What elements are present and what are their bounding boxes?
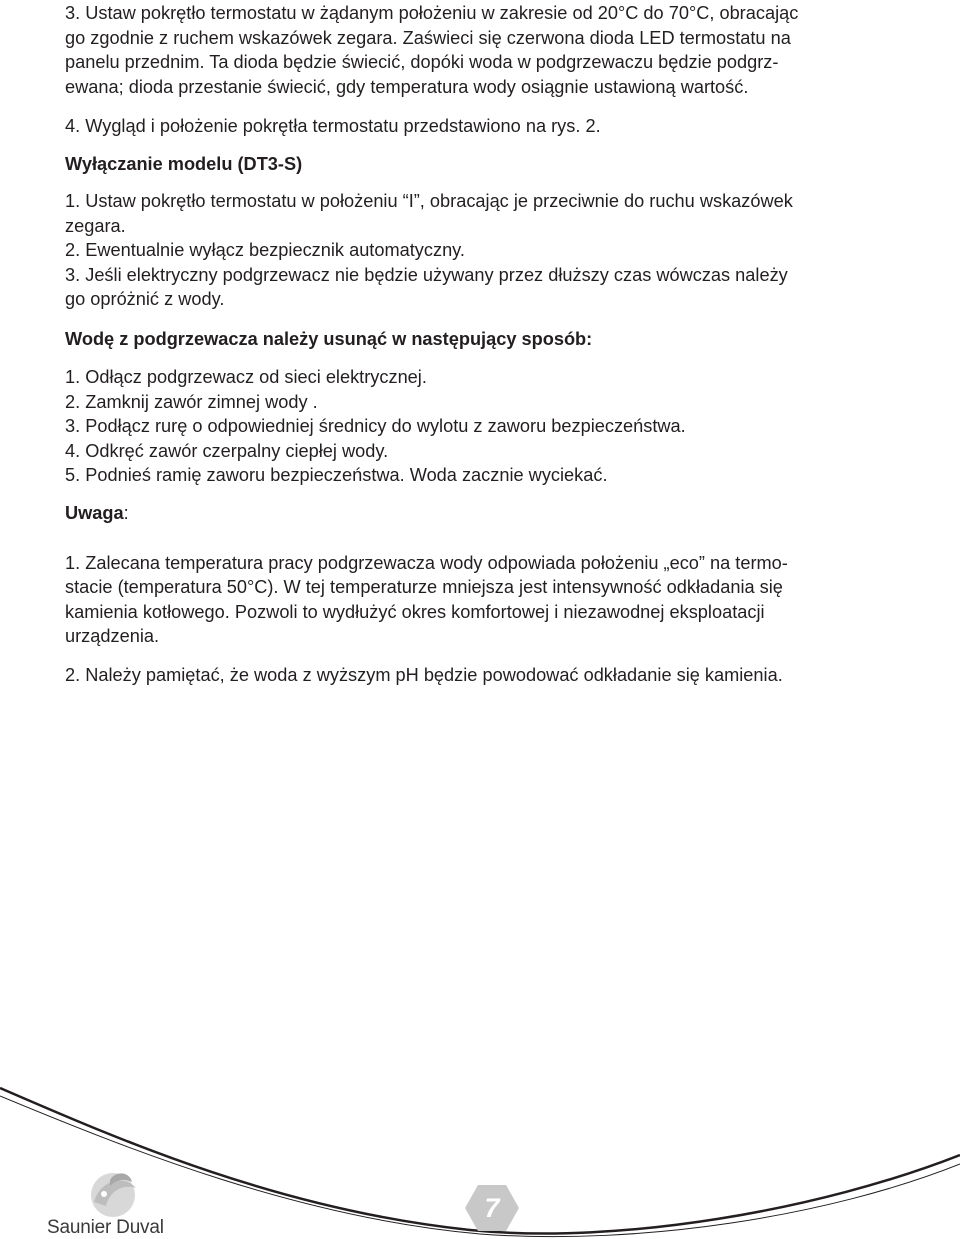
text-line: 2. Ewentualnie wyłącz bezpiecznik automatyczny.	[65, 240, 465, 260]
section-heading: Wyłączanie modelu (DT3-S)	[65, 154, 303, 174]
text-line: 2. Zamknij zawór zimnej wody .	[65, 392, 318, 412]
text-line: stacie (temperatura 50°C). W tej temperaturze mniejsza jest intensywność odkładania się	[65, 577, 783, 597]
brand-name: Saunier Duval	[47, 1217, 164, 1238]
text-line: 2. Należy pamiętać, że woda z wyższym pH będzie powodować odkładanie się kamienia.	[65, 665, 783, 685]
text-line: 1. Ustaw pokrętło termostatu w położeniu “I”, obracając je przeciwnie do ruchu wskazówek	[65, 191, 793, 211]
text-line: 3. Ustaw pokrętło termostatu w żądanym położeniu w zakresie od 20°C do 70°C, obracając	[65, 3, 799, 23]
text-line: 3. Podłącz rurę o odpowiedniej średnicy do wylotu z zaworu bezpieczeństwa.	[65, 416, 686, 436]
text-line: go opróżnić z wody.	[65, 289, 225, 309]
text-line: 5. Podnieś ramię zaworu bezpieczeństwa. Woda zacznie wyciekać.	[65, 465, 608, 485]
text-line: go zgodnie z ruchem wskazówek zegara. Zaświeci się czerwona dioda LED termostatu na	[65, 28, 791, 48]
text-line: urządzenia.	[65, 626, 160, 646]
note-heading	[65, 504, 129, 522]
note-colon: :	[123, 503, 129, 523]
text-line: 3. Jeśli elektryczny podgrzewacz nie będzie używany przez dłuższy czas wówczas należy	[65, 265, 788, 285]
text-line: 1. Zalecana temperatura pracy podgrzewacza wody odpowiada położeniu „eco” na termo-	[65, 553, 788, 573]
text-line: 4. Wygląd i położenie pokrętła termostatu przedstawiono na rys. 2.	[65, 116, 601, 136]
page-number: 7	[484, 1193, 500, 1223]
text-line: zegara.	[65, 216, 126, 236]
section-heading: Wodę z podgrzewacza należy usunąć w następujący sposób:	[65, 329, 593, 349]
text-line: ewana; dioda przestanie świecić, gdy temperatura wody osiągnie ustawioną wartość.	[65, 77, 749, 97]
note-label: Uwaga	[65, 503, 124, 523]
text-line: kamienia kotłowego. Pozwoli to wydłużyć okres komfortowej i niezawodnej eksploatacji	[65, 602, 765, 622]
text-line: 1. Odłącz podgrzewacz od sieci elektrycznej.	[65, 367, 427, 387]
text-line: panelu przednim. Ta dioda będzie świecić, dopóki woda w podgrzewaczu będzie podgrz-	[65, 52, 779, 72]
text-line: 4. Odkręć zawór czerpalny ciepłej wody.	[65, 441, 389, 461]
